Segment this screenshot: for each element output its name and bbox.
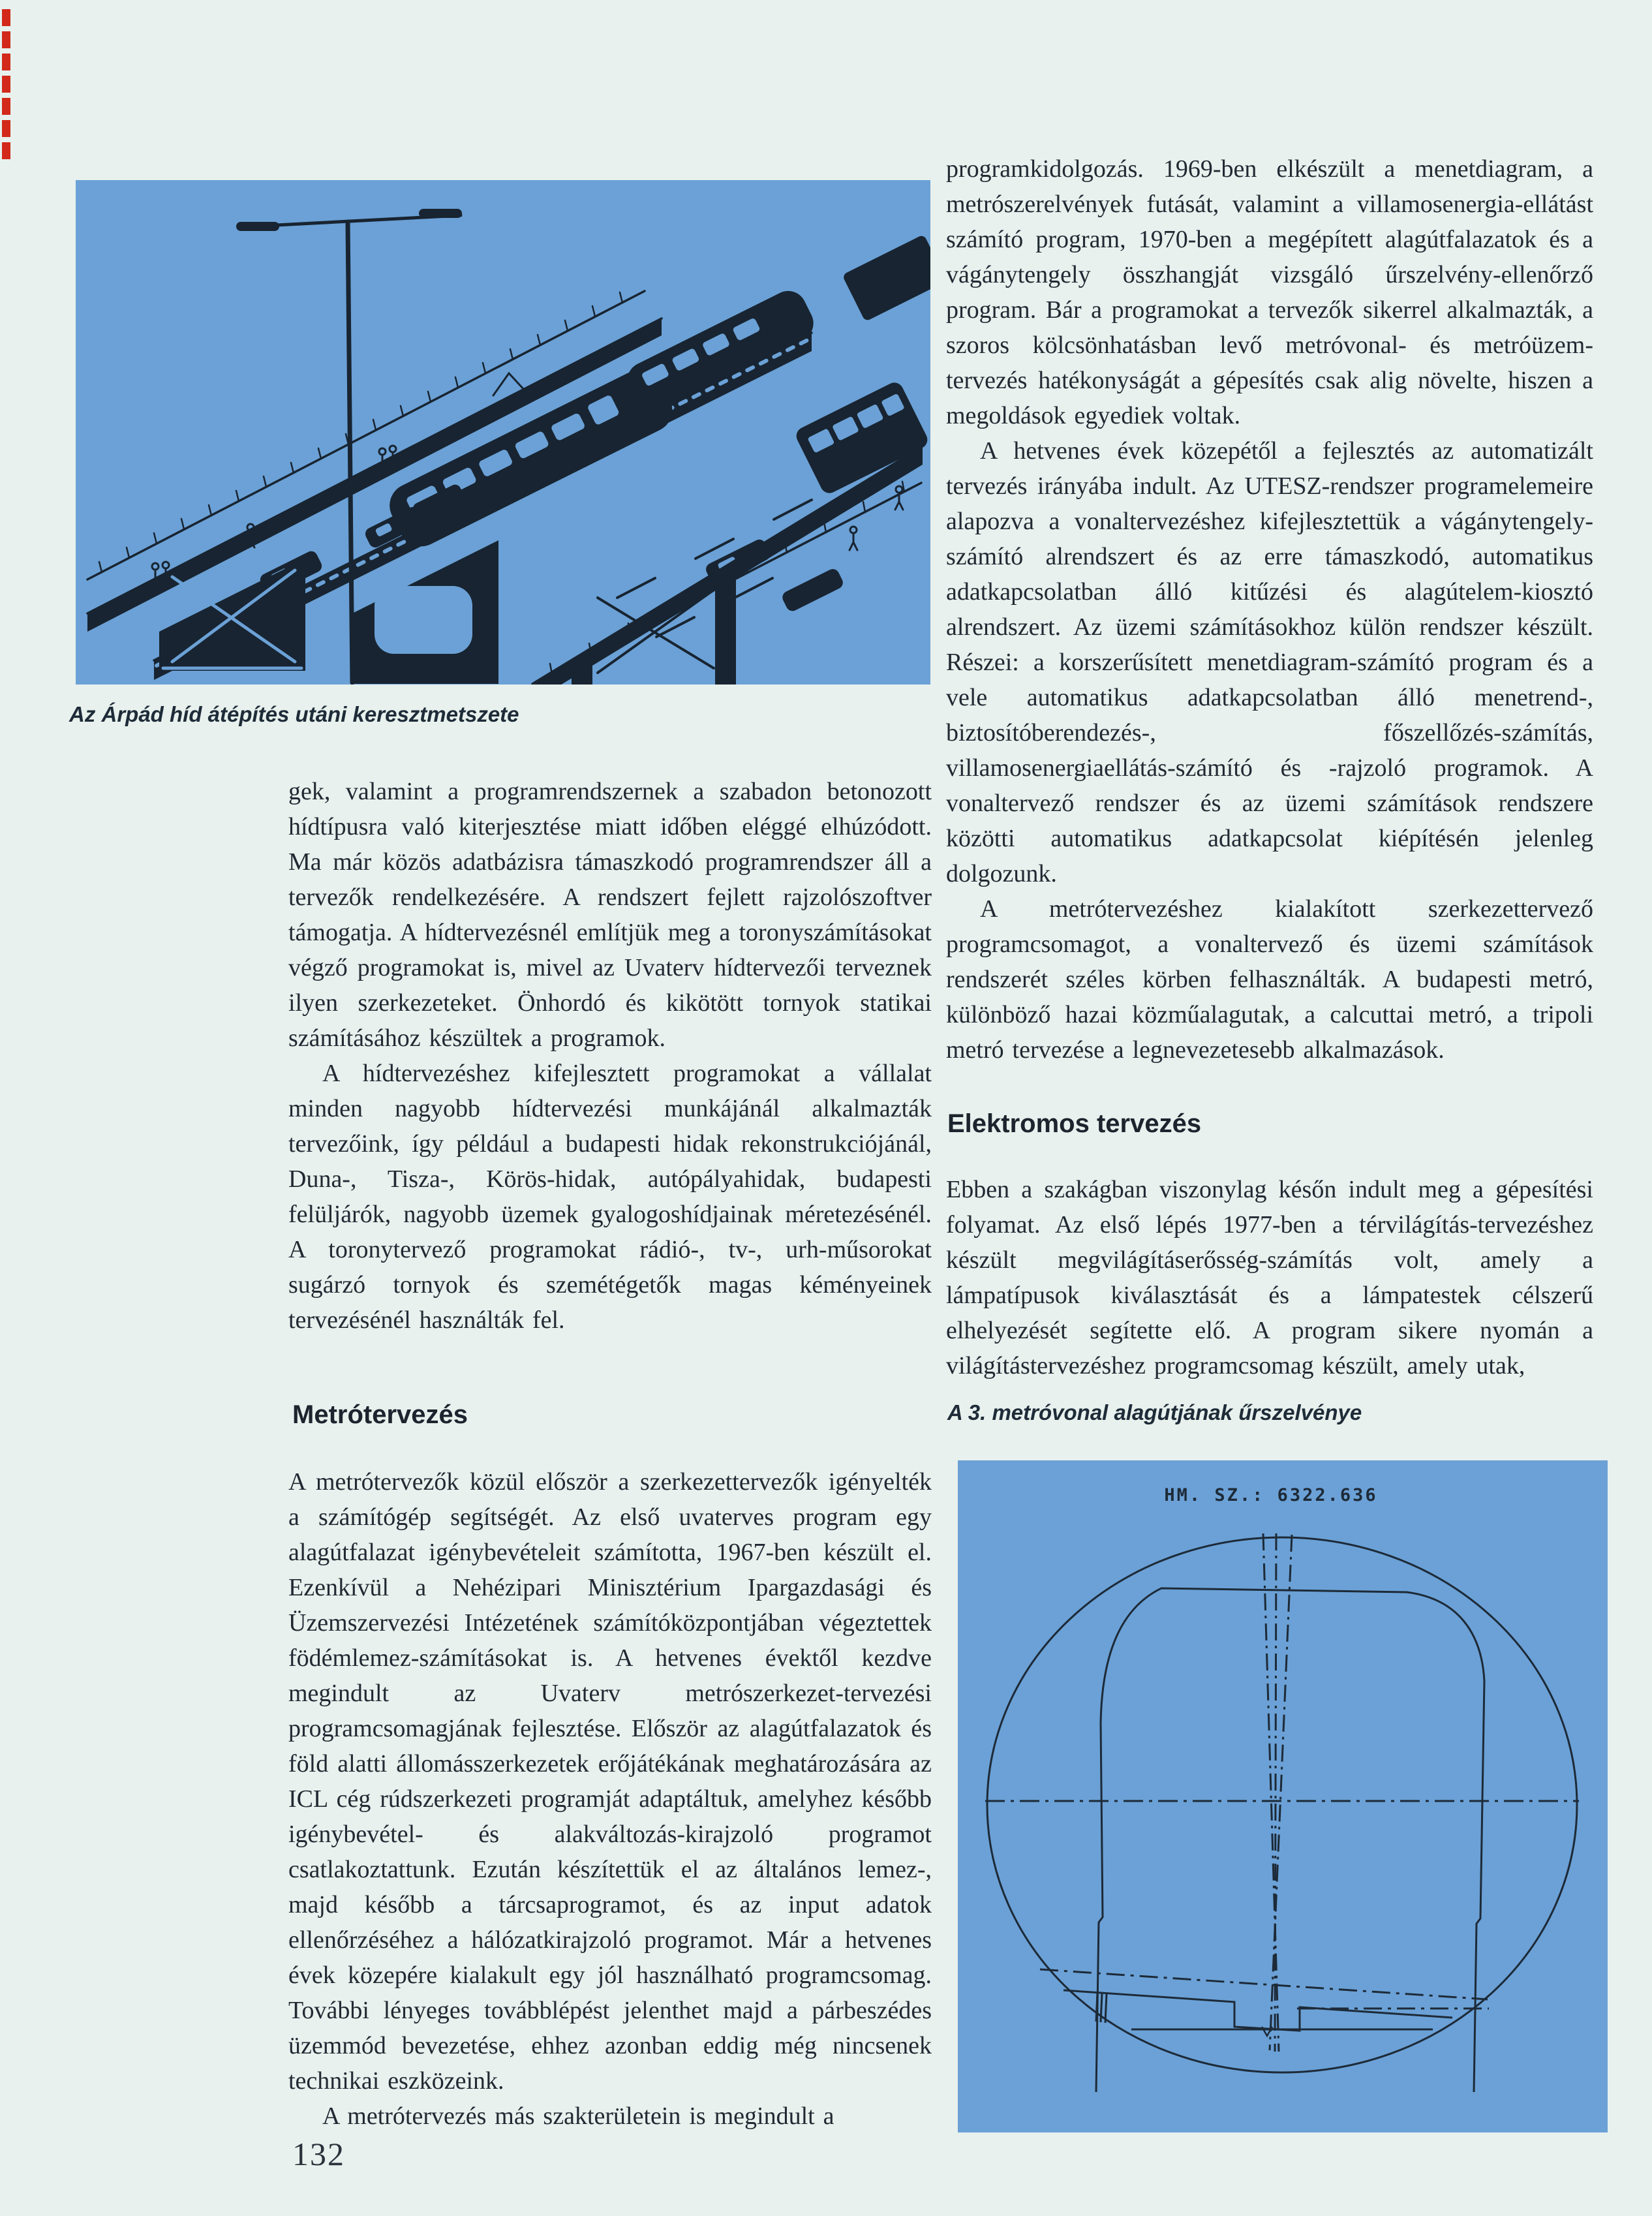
registration-mark — [2, 9, 10, 26]
paragraph: A hídtervezéshez kifejlesztett programokat a vállalat minden nagyobb hídtervezési munkájánál alkalmazták tervezőink, így például a budapesti hidak rekonstrukciójánál, Duna-, Tisza-, Körös-hidak, autópályahidak, budapesti felüljárók, nagyobb üzemek gyalogoshídjainak méretezésénél. A toronytervező programokat rádió-, tv-, urh-műsorokat sugárzó tornyok és szemétégetők magas kéményeinek tervezésénél használták fel. — [288, 1060, 932, 1334]
left-column-upper — [288, 774, 932, 1338]
tunnel-diagram-panel — [958, 1460, 1608, 2132]
paragraph: A metrótervezők közül először a szerkezettervezők igényelték a számítógép segítségét. Az első uvaterves program egy alagútfalazat igénybevételeit számította, 1967-ben készült el. Ezenkívül a Nehézipari Minisztérium Ipargazdasági és Üzemszervezési Intézetének számítóközpontjában végeztettek födémlemez-számításokat is. A hetvenes évektől kezdve megindult az Uvaterv metrószerkezet-tervezési programcsomagjának fejlesztése. Először az alagútfalazatok és föld alatti állomásszerkezetek erőjátékának meghatározására az ICL cég rúdszerkezeti programját adaptáltuk, amelyhez később igénybevétel- és alakváltozás-kirajzoló programot csatlakoztattunk. Ezután készítettük el az általános lemez-, majd később a tárcsaprogramot, és az input adatok ellenőrzéséhez a hálózatkirajzoló programot. Már a hetvenes évek közepére kialakult egy jól használható programcsomag. További lényeges továbblépést jelenthet majd a párbeszédes üzemmód bevezetése, ehhez azonban eddig még nincsenek technikai eszközeink. — [288, 1468, 932, 2095]
registration-mark — [2, 142, 10, 159]
registration-mark — [2, 120, 10, 137]
paragraph: A hetvenes évek közepétől a fejlesztés az automatizált tervezés irányába indult. Az UTESZ-rendszer programelemeire alapozva a vonaltervezéshez kifejlesztettük a vágánytengely-számító alrendszert és az erre támaszkodó, automatikus adatkapcsolatban álló kitűzési és alagútelem-kiosztó alrendszert. Az üzemi számításokhoz külön rendszer készült. Részei: a korszerűsített menetdiagram-számító program és a vele automatikus adatkapcsolatban álló menetrend-, biztosítóberendezés-, főszellőzés-számítás, villamosenergiaellátás-számító és -rajzoló programok. A vonaltervező rendszer és az üzemi számítások rendszere közötti automatikus adatkapcsolat kiépítésén jelenleg dolgozunk. — [946, 437, 1593, 887]
bridge-cross-section-drawing — [76, 180, 930, 685]
section-heading-elektromos-tervezes: Elektromos tervezés — [947, 1109, 1202, 1138]
paragraph: Ebben a szakágban viszonylag későn indult meg a gépesítési folyamat. Az első lépés 1977-ben a térvilágítás-tervezéshez készült megvilágításerősség-számítás volt, amely a lámpatípusok kiválasztását és a lámpatestek célszerű elhelyezését segítette elő. A program sikere nyomán a világítástervezéshez programcsomag készült, amely utak, — [946, 1176, 1593, 1379]
section-heading-metrotervezes: Metrótervezés — [292, 1400, 468, 1429]
bridge-figure-caption: Az Árpád híd átépítés utáni keresztmetszete — [69, 702, 519, 726]
registration-mark — [2, 31, 10, 48]
paragraph: gek, valamint a programrendszernek a szabadon betonozott hídtípusra való kiterjesztése miatt időben eléggé elhúzódott. Ma már közös adatbázisra támaszkodó programrendszer áll a tervezők rendelkezésére. A rendszert fejlett rajzolószoftver támogatja. A hídtervezésnél említjük meg a toronyszámításokat végző programokat is, mivel az Uvaterv hídtervezői terveznek ilyen szerkezeteket. Önhordó és kikötött tornyok statikai számításához készültek a programok. — [288, 778, 932, 1052]
drawing-number-label: HM. SZ.: 6322.636 — [1164, 1485, 1378, 1505]
right-column-lower — [946, 1172, 1593, 1383]
page-number: 132 — [292, 2136, 345, 2172]
tunnel-figure-caption: A 3. metróvonal alagútjának űrszelvénye — [947, 1400, 1362, 1424]
registration-mark — [2, 54, 10, 70]
paragraph: A metrótervezés más szakterületein is megindult a — [322, 2102, 834, 2130]
paragraph: programkidolgozás. 1969-ben elkészült a menetdiagram, a metrószerelvények futását, valamint a villamosenergia-ellátást számító program, 1970-ben a megépített alagútfalazatok és a vágánytengely összhangját vizsgáló űrszelvény-ellenőrző program. Bár a programokat a tervezők sikerrel alkalmazták, a szoros kölcsönhatásban levő metróvonal- és metróüzem-tervezés hatékonyságát a gépesítés csak alig növelte, hiszen a megoldások egyediek voltak. — [946, 155, 1593, 429]
print-registration-marks — [2, 9, 10, 164]
tunnel-clearance-drawing — [958, 1460, 1608, 2132]
bridge-illustration-panel — [76, 180, 930, 685]
registration-mark — [2, 76, 10, 93]
right-column-upper — [946, 151, 1593, 1068]
paragraph: A metrótervezéshez kialakított szerkezettervező programcsomagot, a vonaltervező és üzemi számítások rendszerét széles körben felhasználták. A budapesti metró, különböző hazai közműalagutak, a calcuttai metró, a tripoli metró tervezése a legnevezetesebb alkalmazások. — [946, 895, 1593, 1064]
registration-mark — [2, 98, 10, 115]
left-column-lower — [288, 1464, 932, 2134]
